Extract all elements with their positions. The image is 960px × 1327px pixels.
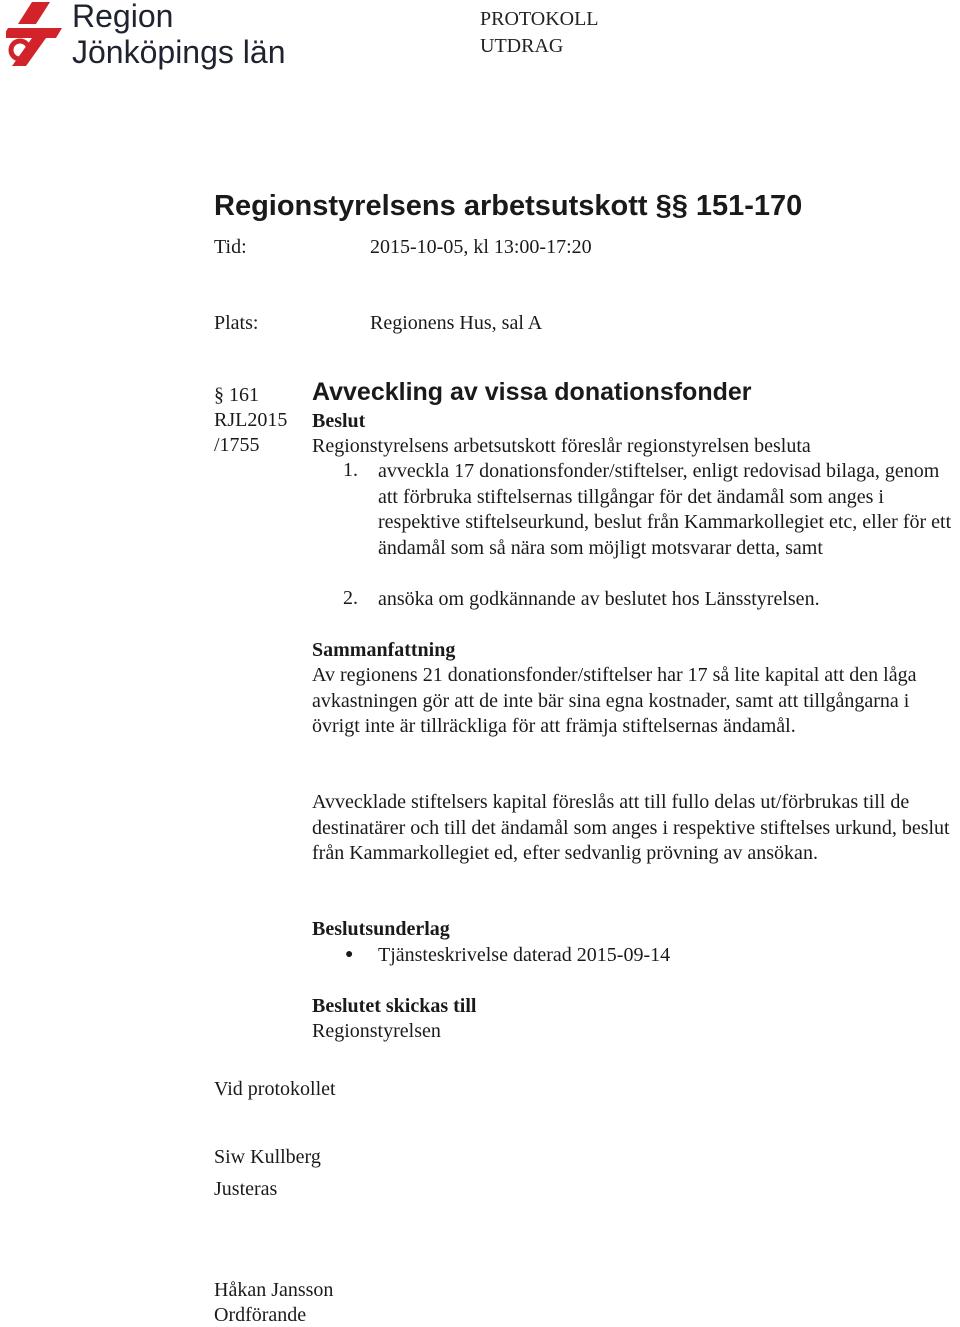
basis-list-item: Tjänsteskrivelse daterad 2015-09-14 [378, 944, 671, 966]
decision-heading: Beslut [312, 410, 366, 432]
document-type-line1: PROTOKOLL [480, 8, 599, 30]
signature-intro: Vid protokollet [214, 1078, 336, 1100]
logo-text-line1: Region [72, 0, 174, 34]
decision-intro: Regionstyrelsens arbetsutskott föreslår regionstyrelsen besluta [312, 435, 811, 457]
paragraph-number: § 161 [214, 384, 259, 406]
summary-heading: Sammanfattning [312, 639, 456, 661]
decision-item-number: 1. [343, 459, 358, 481]
document-type [480, 6, 599, 60]
summary-paragraph: Avvecklade stiftelsers kapital föreslås att till fullo delas ut/förbrukas till de destinatärer och till det ändamål som anges i respektive stiftelses urkund, beslut från Kammarkollegiet ed, efter sedvanlig prövning av ansökan. [312, 791, 950, 864]
time-value: 2015-10-05, kl 13:00-17:20 [370, 236, 592, 258]
time-label: Tid: [214, 236, 247, 258]
checked-label: Justeras [214, 1178, 278, 1200]
region-logo-mark [6, 2, 70, 68]
chair-title: Ordförande [214, 1304, 307, 1326]
summary-paragraph: Av regionens 21 donationsfonder/stiftelser har 17 så lite kapital att den låga avkastningen gör att de inte bär sina egna kostnader, samt att tillgångarna i övrigt inte är tillräckliga för att främja stiftelsernas ändamål. [312, 664, 917, 737]
decision-item-number: 2. [343, 587, 358, 609]
basis-heading: Beslutsunderlag [312, 918, 450, 940]
sent-to-recipient: Regionstyrelsen [312, 1020, 441, 1042]
secretary-name: Siw Kullberg [214, 1146, 321, 1168]
bullet-icon: ● [345, 947, 354, 962]
decision-item-text: avveckla 17 donationsfonder/stiftelser, enligt redovisad bilaga, genom att förbruka stiftelsernas tillgångar för det ändamål som anges i respektive stiftelseurkund, beslut från Kammarkollegiet etc, eller för ett ändamål som så nära som möjligt motsvarar detta, samt [378, 460, 952, 559]
case-reference-line1: RJL2015 [214, 409, 288, 431]
section-title: Avveckling av vissa donationsfonder [312, 378, 752, 406]
logo-text-line2: Jönköpings län [72, 34, 286, 70]
document-type-line2: UTDRAG [480, 35, 564, 57]
chair-name: Håkan Jansson [214, 1279, 334, 1301]
place-value: Regionens Hus, sal A [370, 312, 543, 334]
case-reference-line2: /1755 [214, 434, 260, 456]
sent-to-heading: Beslutet skickas till [312, 995, 477, 1017]
page-title: Regionstyrelsens arbetsutskott §§ 151-170 [214, 190, 803, 222]
region-logo [6, 0, 296, 72]
place-label: Plats: [214, 312, 259, 334]
decision-item-text: ansöka om godkännande av beslutet hos Länsstyrelsen. [378, 588, 820, 610]
